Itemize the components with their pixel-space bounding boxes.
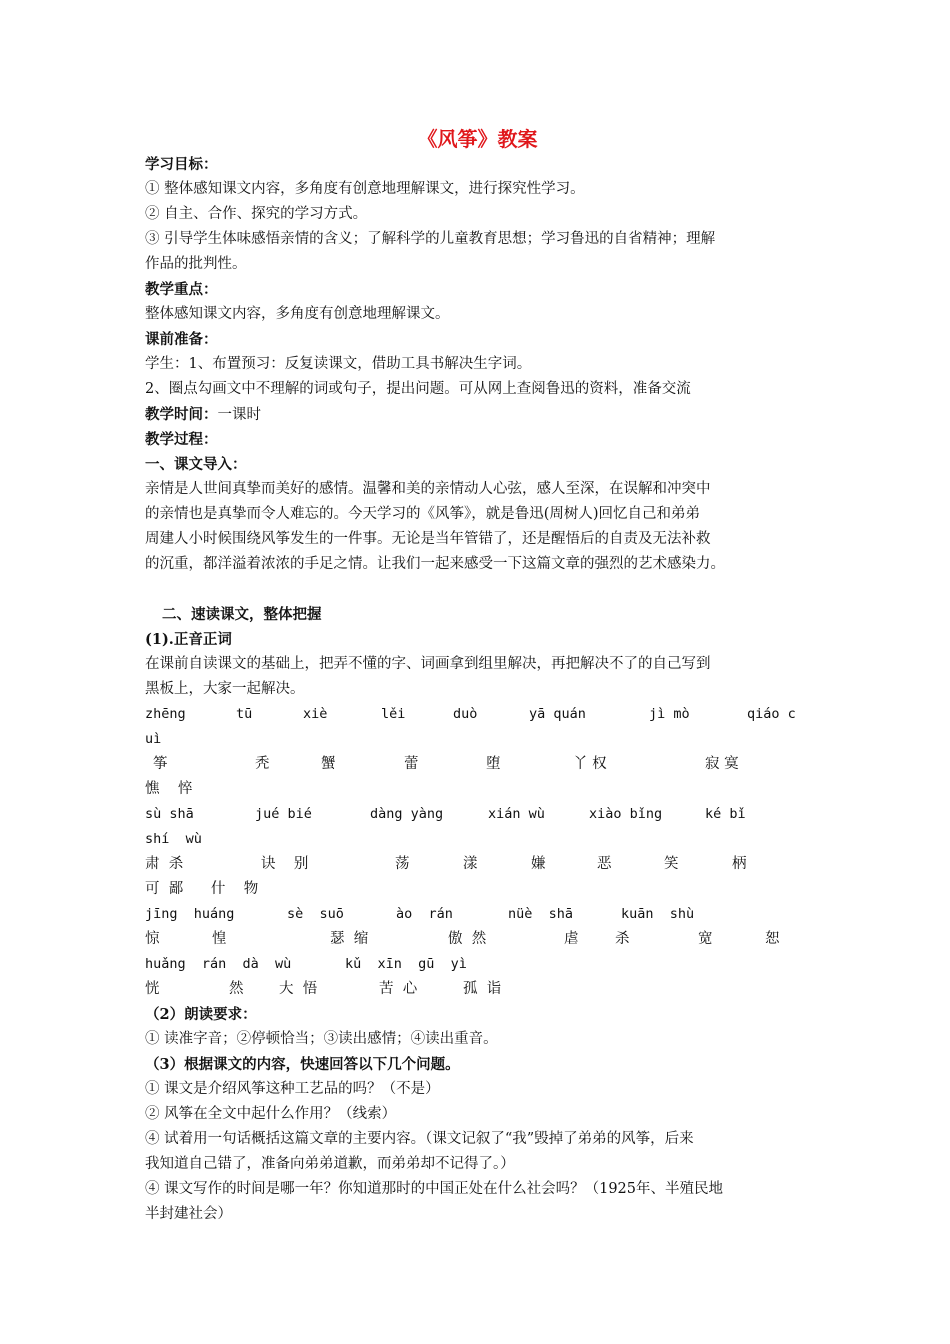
time-label: 教学时间： bbox=[145, 406, 218, 423]
pinyin: dàng yàng bbox=[370, 806, 444, 822]
question-line: ② 风筝在全文中起什么作用？（线索） bbox=[145, 1106, 397, 1122]
pinyin: jīng huáng bbox=[145, 906, 235, 922]
pinyin: kuān shù bbox=[621, 906, 695, 922]
pinyin: huǎng rán dà wù bbox=[145, 956, 292, 972]
pinyin: sù shā bbox=[145, 806, 194, 822]
question-line: ④ 试着用一句话概括这篇文章的主要内容。（课文记叙了“我”毁掉了弟弟的风筝，后来 bbox=[145, 1131, 694, 1147]
question-line: 我知道自己错了，准备向弟弟道歉，而弟弟却不记得了。） bbox=[145, 1156, 515, 1172]
sub1-text: 黑板上，大家一起解决。 bbox=[145, 681, 305, 697]
intro-line: 周建人小时候围绕风筝发生的一件事。无论是当年管错了，还是醒悟后的自责及无法补救 bbox=[145, 531, 711, 547]
hanzi: 寂 寞 bbox=[705, 756, 739, 772]
sub1-text: 在课前自读课文的基础上，把弄不懂的字、词画拿到组里解决，再把解决不了的自己写到 bbox=[145, 656, 711, 672]
hanzi: 荡 bbox=[395, 856, 410, 872]
pinyin: yā quán bbox=[529, 706, 586, 722]
hanzi: 虐 bbox=[564, 931, 579, 947]
hanzi: 恕 bbox=[765, 931, 780, 947]
hanzi: 憔 悴 bbox=[145, 781, 193, 797]
question-line: ④ 课文写作的时间是哪一年？你知道那时的中国正处在什么社会吗？（1925年、半殖民地 bbox=[145, 1181, 724, 1197]
time-line bbox=[145, 402, 810, 427]
prep-heading: 课前准备： bbox=[145, 331, 218, 348]
pinyin: duò bbox=[453, 706, 478, 722]
pinyin: qiáo c bbox=[747, 706, 796, 722]
pinyin: zhēng bbox=[145, 706, 186, 722]
pinyin: nüè shā bbox=[508, 906, 574, 922]
section2-heading: 二、速读课文，整体把握 bbox=[162, 606, 322, 623]
goal-item: ① 整体感知课文内容，多角度有创意地理解课文，进行探究性学习。 bbox=[145, 181, 585, 197]
chars-row bbox=[145, 852, 810, 877]
question-line: ① 课文是介绍风筝这种工艺品的吗？（不是） bbox=[145, 1081, 440, 1097]
pinyin: shí wù bbox=[145, 831, 202, 847]
focus-heading: 教学重点： bbox=[145, 281, 218, 298]
hanzi: 嫌 bbox=[531, 856, 546, 872]
prep-line: 学生：1、布置预习：反复读课文，借助工具书解决生字词。 bbox=[145, 356, 532, 372]
pinyin-row bbox=[145, 952, 810, 977]
document-page bbox=[145, 126, 810, 1227]
pinyin: sè suō bbox=[287, 906, 344, 922]
pinyin: jì mò bbox=[649, 706, 690, 722]
pinyin: ào rán bbox=[396, 906, 453, 922]
pinyin: xiè bbox=[303, 706, 328, 722]
hanzi: 笑 bbox=[664, 856, 679, 872]
pinyin-row-wrap bbox=[145, 827, 810, 852]
pinyin: ké bǐ bbox=[705, 806, 746, 822]
goal-item: 作品的批判性。 bbox=[145, 256, 247, 272]
chars-row bbox=[145, 927, 810, 952]
hanzi: 然 bbox=[229, 981, 244, 997]
hanzi: 傲 然 bbox=[448, 931, 487, 947]
hanzi: 大 悟 bbox=[279, 981, 318, 997]
hanzi: 诀 别 bbox=[261, 856, 309, 872]
intro-line: 的沉重，都洋溢着浓浓的手足之情。让我们一起来感受一下这篇文章的强烈的艺术感染力。 bbox=[145, 556, 725, 572]
hanzi: 柄 bbox=[732, 856, 747, 872]
sub2-heading: （2）朗读要求： bbox=[145, 1006, 257, 1023]
hanzi: 堕 bbox=[486, 756, 501, 772]
hanzi: 瑟 缩 bbox=[330, 931, 369, 947]
question-line: 半封建社会） bbox=[145, 1206, 232, 1222]
sub2-text: ① 读准字音；②停顿恰当；③读出感情；④读出重音。 bbox=[145, 1031, 498, 1047]
hanzi: 肃 杀 bbox=[145, 856, 184, 872]
sub1-heading: (1).正音正词 bbox=[145, 631, 232, 648]
hanzi: 恍 bbox=[145, 981, 160, 997]
goal-item: ③ 引导学生体味感悟亲情的含义；了解科学的儿童教育思想；学习鲁迅的自省精神；理解 bbox=[145, 231, 716, 247]
blank-line bbox=[145, 577, 810, 602]
hanzi: 蕾 bbox=[404, 756, 419, 772]
hanzi: 秃 bbox=[255, 756, 270, 772]
pinyin: tū bbox=[236, 706, 253, 722]
hanzi: 杀 bbox=[615, 931, 630, 947]
pinyin-row bbox=[145, 702, 810, 727]
chars-row-wrap bbox=[145, 877, 810, 902]
pinyin: lěi bbox=[381, 706, 406, 722]
hanzi: 筝 bbox=[153, 756, 168, 772]
hanzi: 宽 bbox=[698, 931, 713, 947]
pinyin: uì bbox=[145, 731, 162, 747]
pinyin: xián wù bbox=[488, 806, 545, 822]
hanzi: 苦 心 bbox=[379, 981, 418, 997]
hanzi: 孤 诣 bbox=[463, 981, 502, 997]
intro-line: 亲情是人世间真挚而美好的感情。温馨和美的亲情动人心弦，感人至深，在误解和冲突中 bbox=[145, 481, 711, 497]
hanzi: 可 鄙 什 物 bbox=[145, 881, 259, 897]
goal-item: ② 自主、合作、探究的学习方式。 bbox=[145, 206, 368, 222]
hanzi: 惶 bbox=[212, 931, 227, 947]
chars-row bbox=[145, 977, 810, 1002]
pinyin-row bbox=[145, 802, 810, 827]
pinyin-row-wrap bbox=[145, 727, 810, 752]
hanzi: 漾 bbox=[463, 856, 478, 872]
process-heading: 教学过程： bbox=[145, 431, 218, 448]
chars-row-wrap bbox=[145, 777, 810, 802]
hanzi: 丫 权 bbox=[573, 756, 607, 772]
hanzi: 惊 bbox=[145, 931, 160, 947]
prep-line: 2、圈点勾画文中不理解的词或句子，提出问题。可从网上查阅鲁迅的资料，准备交流 bbox=[145, 381, 691, 397]
hanzi: 蟹 bbox=[321, 756, 336, 772]
pinyin: kǔ xīn gū yì bbox=[345, 956, 467, 972]
document-title: 《风筝》教案 bbox=[417, 127, 538, 151]
sub3-heading: （3）根据课文的内容，快速回答以下几个问题。 bbox=[145, 1056, 460, 1073]
chars-row bbox=[145, 752, 810, 777]
pinyin-row bbox=[145, 902, 810, 927]
time-value: 一课时 bbox=[217, 407, 261, 423]
hanzi: 恶 bbox=[597, 856, 612, 872]
intro-heading: 一、课文导入： bbox=[145, 456, 247, 473]
focus-text: 整体感知课文内容，多角度有创意地理解课文。 bbox=[145, 306, 450, 322]
goals-heading: 学习目标： bbox=[145, 156, 218, 173]
pinyin: jué bié bbox=[255, 806, 312, 822]
intro-line: 的亲情也是真挚而令人难忘的。今天学习的《风筝》，就是鲁迅(周树人)回忆自己和弟弟 bbox=[145, 506, 701, 522]
pinyin: xiào bǐng bbox=[589, 806, 663, 822]
